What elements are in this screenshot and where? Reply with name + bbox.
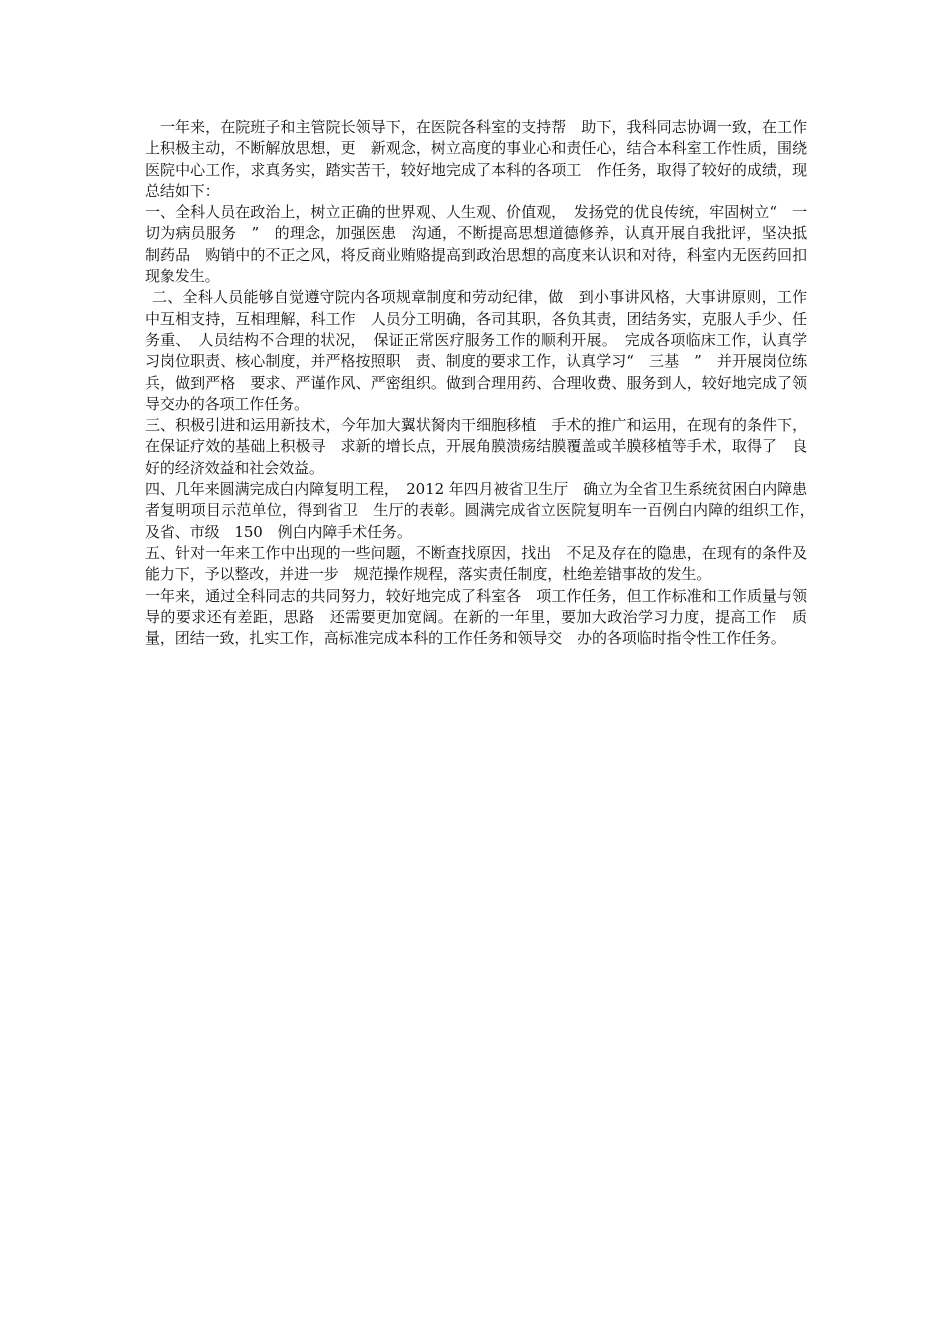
section-1-paragraph: 一、全科人员在政治上，树立正确的世界观、人生观、价值观， 发扬党的优良传统，牢固树立“ 一切为病员服务 ” 的理念，加强医患 沟通，不断提高思想道德修养，认真开展自我批评，坚决抵制药品 购销中的不正之风，将反商业贿赂提高到政治思想的高度来认识和对待，科室内无医药回扣现象发生。 [145, 203, 807, 286]
conclusion-paragraph: 一年来，通过全科同志的共同努力，较好地完成了科室各 项工作任务，但工作标准和工作质量与领导的要求还有差距，思路 还需要更加宽阔。在新的一年里，要加大政治学习力度，提高工作 质量，团结一致，扎实工作，高标准完成本科的工作任务和领导交 办的各项临时指令性工作任务。 [145, 586, 807, 648]
section-4-paragraph: 四、几年来圆满完成白内障复明工程， 2012 年四月被省卫生厅 确立为全省卫生系统贫困白内障患者复明项目示范单位，得到省卫 生厅的表彰。圆满完成省立医院复明车一百例白内障的组织工作， 及省、市级 150 例白内障手术任务。 [145, 480, 822, 541]
section-5-paragraph: 五、针对一年来工作中出现的一些问题，不断查找原因，找出 不足及存在的隐患，在现有的条件及能力下，予以整改，并进一步 规范操作规程，落实责任制度，杜绝差错事故的发生。 [145, 543, 807, 584]
intro-paragraph: 一年来，在院班子和主管院长领导下，在医院各科室的支持帮 助下，我科同志协调一致，在工作上积极主动，不断解放思想，更 新观念，树立高度的事业心和责任心，结合本科室工作性质，围绕 医院中心工作，求真务实，踏实苦干，较好地完成了本科的各项工 作任务，取得了较好的成绩，现总结如下： [145, 118, 822, 200]
section-3-paragraph: 三、积极引进和运用新技术，今年加大翼状胬肉干细胞移植 手术的推广和运用，在现有的条件下，在保证疗效的基础上积极寻 求新的增长点，开展角膜溃疡结膜覆盖或羊膜移植等手术，取得了 良好的经济效益和社会效益。 [145, 416, 807, 477]
section-2-paragraph: 二、全科人员能够自觉遵守院内各项规章制度和劳动纪律，做 到小事讲风格，大事讲原则，工作中互相支持，互相理解，科工作 人员分工明确，各司其职，各负其责，团结务实，克服人手少、任 务重、 人员结构不合理的状况， 保证正常医疗服务工作的顺利开展。 完成各项临床工作，认真学习岗位职责、核心制度，并严格按照职 责、制度的要求工作，认真学习“ 三基 ” 并开展岗位练兵，做到严格 要求、严谨作风、严密组织。做到合理用药、合理收费、服务到人，较好地完成了领导交办的各项工作任务。 [145, 288, 822, 413]
document-body [145, 117, 822, 649]
